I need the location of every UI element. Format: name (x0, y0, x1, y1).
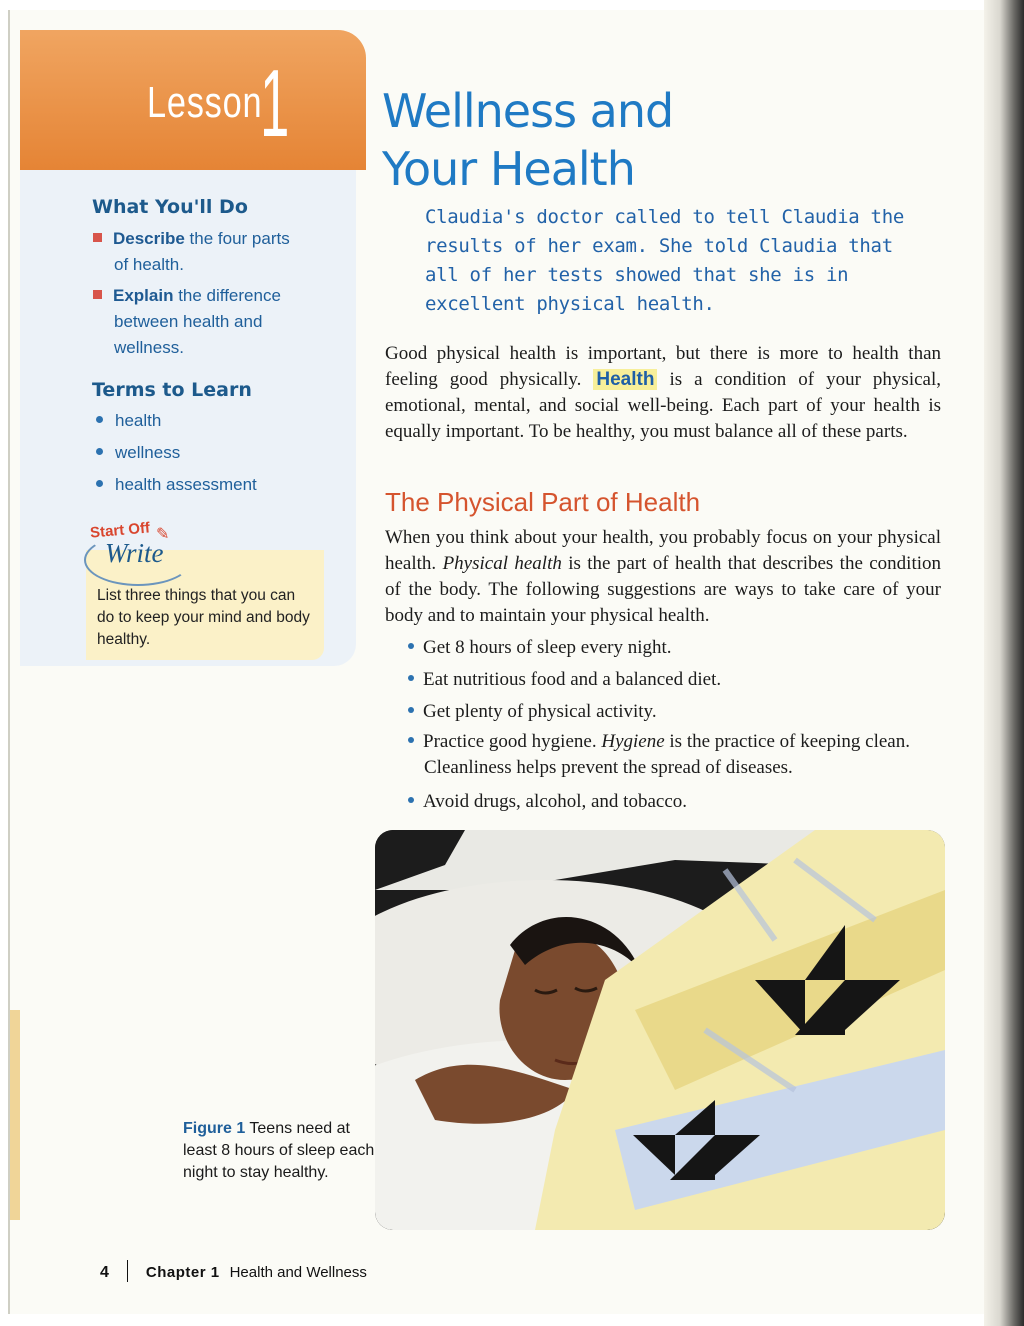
title-line: Wellness and (382, 84, 674, 138)
figure-label: Figure 1 (183, 1120, 246, 1137)
bullet-icon (408, 737, 414, 743)
list-item-text: is the practice of keeping clean. Cleanliness helps prevent the spread of diseases. (424, 731, 910, 778)
objective-item (93, 226, 313, 278)
body-paragraph-physical (385, 525, 941, 629)
page-footer (100, 1260, 367, 1282)
sleeping-teen-photo (375, 830, 945, 1230)
lesson-number: 1 (260, 50, 290, 157)
objectives-heading: What You'll Do (92, 196, 248, 218)
caption-text: Teens need at least 8 hours of sleep each night to stay healthy. (183, 1120, 375, 1181)
page-number: 4 (100, 1264, 109, 1281)
objective-text-cont: of health. (114, 255, 184, 274)
pencil-icon: ✎ (156, 526, 170, 543)
objective-verb: Describe (113, 229, 185, 248)
title-line: Your Health (382, 142, 635, 196)
write-label: Write (105, 538, 164, 568)
chapter-label: Chapter 1 (145, 1264, 220, 1281)
bullet-icon (96, 480, 103, 487)
list-item (408, 699, 942, 725)
italic-term: Physical health (442, 553, 562, 574)
chapter-title: Health and Wellness (229, 1264, 367, 1281)
page-edge-color-strip (10, 1010, 20, 1220)
lesson-title (382, 82, 673, 198)
term-text: wellness (115, 443, 181, 462)
highlighted-term: Health (593, 369, 657, 390)
term-item (96, 475, 257, 495)
objective-text-cont: wellness. (114, 338, 184, 357)
list-item-text: Avoid drugs, alcohol, and tobacco. (423, 791, 687, 812)
term-text: health (115, 411, 162, 430)
start-off-label: Start Off (89, 519, 151, 542)
list-item-text: Get 8 hours of sleep every night. (423, 637, 672, 658)
square-bullet-icon (93, 290, 102, 299)
objective-text: the four parts (184, 229, 290, 248)
bullet-icon (408, 643, 414, 649)
write-prompt: List three things that you can do to keep your mind and body healthy. (97, 587, 310, 648)
section-heading: The Physical Part of Health (385, 487, 701, 517)
book-spine-shadow (984, 0, 1024, 1326)
bullet-icon (96, 448, 103, 455)
objective-text-cont: between health and (114, 312, 263, 331)
term-item (96, 411, 161, 431)
para-text: Good physical health is important, but there is more to health than feeling good physically. (385, 343, 941, 390)
objective-item (93, 283, 313, 361)
intro-paragraph: Claudia's doctor called to tell Claudia the results of her exam. She told Claudia that all of her tests showed that she is in excellent physical health. (425, 206, 904, 315)
bullet-icon (408, 707, 414, 713)
list-item (408, 667, 942, 693)
list-item-text: Get plenty of physical activity. (423, 701, 657, 722)
list-item (408, 635, 942, 661)
list-item (408, 729, 942, 781)
lesson-label: Lesson (147, 78, 263, 127)
bullet-icon (96, 416, 103, 423)
italic-term: Hygiene (601, 731, 665, 752)
body-paragraph-health (385, 341, 941, 445)
objective-verb: Explain (113, 286, 174, 305)
photo-illustration (375, 830, 945, 1230)
list-item (408, 789, 942, 815)
list-item-text: Practice good hygiene. (423, 731, 597, 752)
list-item-text: Eat nutritious food and a balanced diet. (423, 669, 722, 690)
figure-caption (183, 1118, 383, 1184)
footer-divider (127, 1260, 128, 1282)
para-text: When you think about your health, you probably focus on your physical health. (385, 527, 941, 574)
term-item (96, 443, 180, 463)
bullet-icon (408, 675, 414, 681)
terms-heading: Terms to Learn (92, 379, 252, 401)
objective-text: the difference (173, 286, 281, 305)
term-text: health assessment (115, 475, 257, 494)
para-text: is a condition of your physical, emotional, mental, and social well-being. Each part of your health is equally important. To be healthy, you must balance all of these parts. (385, 369, 942, 442)
square-bullet-icon (93, 233, 102, 242)
para-text: is the part of health that describes the condition of the body. The following suggestions are ways to take care of your body and to maintain your physical health. (385, 553, 942, 626)
textbook-page (8, 10, 990, 1314)
bullet-icon (408, 797, 414, 803)
